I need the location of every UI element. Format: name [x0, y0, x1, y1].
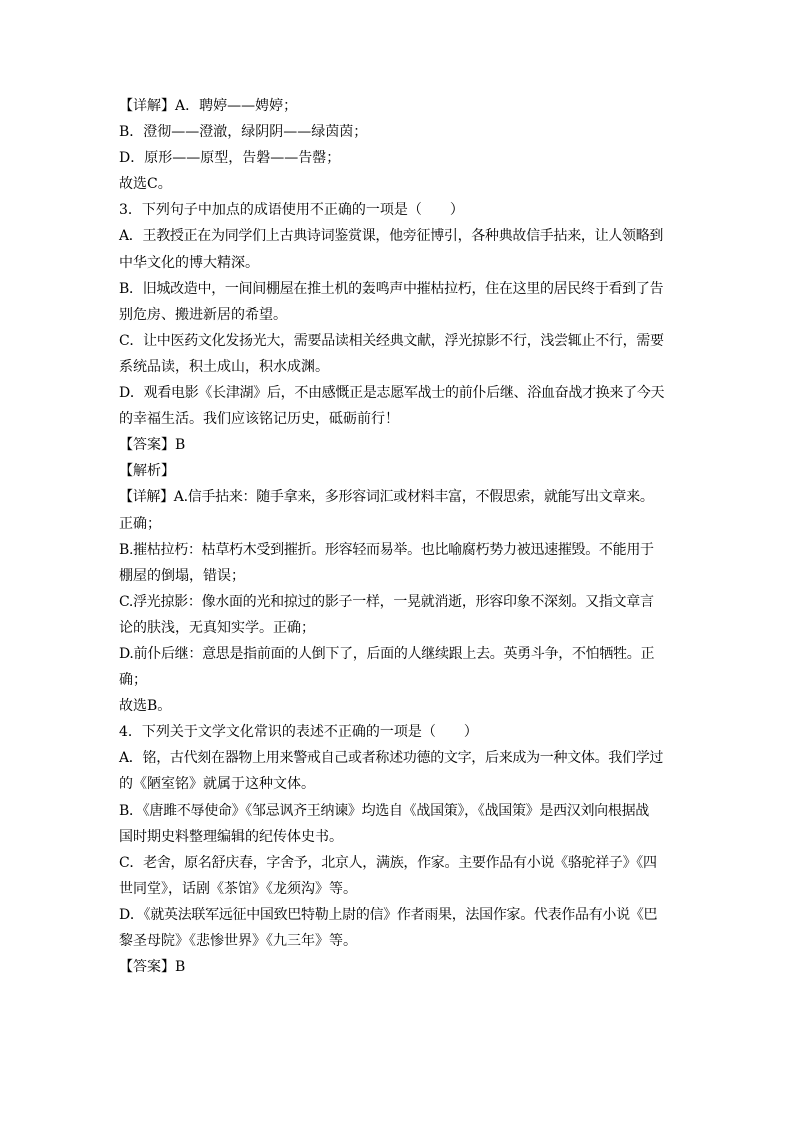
q3-option-d-line2: 的幸福生活。我们应该铭记历史，砥砺前行！: [119, 411, 399, 428]
q4-option-a-line2: 的《陋室铭》就属于这种文体。: [119, 776, 315, 793]
q3-detail-c-line1: C.浮光掠影：像水面的光和掠过的影子一样，一晃就消逝，形容印象不深刻。又指文章言: [119, 593, 654, 610]
q3-conclusion: 故选B。: [119, 698, 172, 715]
q3-option-c-line1: C．让中医药文化发扬光大，需要品读相关经典文献，浮光掠影不行，浅尝辄止不行，需要: [119, 332, 664, 349]
q4-option-a-line1: A．铭，古代刻在器物上用来警戒自己或者称述功德的文字，后来成为一种文体。我们学过: [119, 750, 664, 767]
q3-analysis-heading: 【解析】: [119, 463, 175, 480]
q2-explanation-d: D．原形——原型，告磐——告罄；: [119, 150, 341, 167]
q3-detail-b-line1: B.摧枯拉朽：枯草朽木受到摧折。形容轻而易举。也比喻腐朽势力被迅速摧毁。不能用于: [119, 541, 654, 558]
q3-answer: 【答案】B: [119, 437, 186, 454]
q3-option-b-line2: 别危房、搬进新居的希望。: [119, 306, 287, 323]
q4-option-d-line2: 黎圣母院》《悲惨世界》《九三年》等。: [119, 933, 357, 949]
q3-detail-a-line1: 【详解】A.信手拈来：随手拿来，多形容词汇或材料丰富，不假思索，就能写出文章来。: [119, 489, 654, 506]
q2-conclusion: 故选C。: [119, 176, 172, 193]
q3-detail-b-line2: 棚屋的倒塌，错误；: [119, 567, 245, 584]
q4-option-c-line2: 世同堂》，话剧《茶馆》《龙须沟》等。: [119, 880, 357, 897]
q3-option-a-line1: A．王教授正在为同学们上古典诗词鉴赏课，他旁征博引，各种典故信手拈来，让人领略到: [119, 228, 664, 245]
q3-detail-c-line2: 论的肤浅，无真知实学。正确；: [119, 619, 315, 636]
q4-answer: 【答案】B: [119, 959, 186, 976]
q4-option-d-line1: D．《就英法联军远征中国致巴特勒上尉的信》作者雨果，法国作家。代表作品有小说《巴: [119, 906, 658, 923]
q2-explanation-a: 【详解】A．聘婷——娉婷；: [119, 98, 298, 114]
q3-option-c-line2: 系统品读，积土成山，积水成渊。: [119, 358, 329, 375]
q4-option-c-line1: C．老舍，原名舒庆春，字舍予，北京人，满族，作家。主要作品有小说《骆驼祥子》《四: [119, 854, 657, 871]
q2-explanation-b: B．澄彻——澄澈，绿阴阴——绿茵茵；: [119, 124, 368, 141]
q3-option-b-line1: B．旧城改造中，一间间棚屋在推土机的轰鸣声中摧枯拉朽，住在这里的居民终于看到了告: [119, 280, 664, 297]
q3-option-d-line1: D．观看电影《长津湖》后，不由感慨正是志愿军战士的前仆后继、浴血奋战才换来了今天: [119, 385, 665, 402]
q4-option-b-line2: 国时期史料整理编辑的纪传体史书。: [119, 828, 343, 845]
q3-detail-d-line2: 确；: [119, 672, 147, 689]
q3-stem: 3．下列句子中加点的成语使用不正确的一项是（ ）: [119, 202, 464, 219]
q3-option-a-line2: 中华文化的博大精深。: [119, 254, 259, 271]
q3-detail-d-line1: D.前仆后继：意思是指前面的人倒下了，后面的人继续跟上去。英勇斗争，不怕牺牲。正: [119, 645, 655, 662]
q4-option-b-line1: B．《唐雎不辱使命》《邹忌讽齐王纳谏》均选自《战国策》，《战国策》是西汉刘向根据战: [119, 802, 649, 819]
document-body: [119, 93, 679, 980]
q3-detail-a-line2: 正确；: [119, 515, 161, 532]
q4-stem: 4．下列关于文学文化常识的表述不正确的一项是（ ）: [119, 724, 478, 741]
